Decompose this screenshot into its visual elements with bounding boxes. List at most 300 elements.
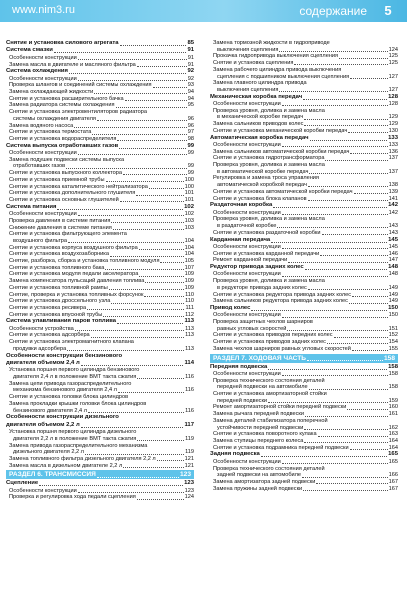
toc-entry-title: Проверка уровня, доливка и замена масла — [213, 107, 325, 114]
toc-entry-page: 129 — [388, 114, 398, 121]
toc-entry-title: Снятие и установка фильтрующего элемента — [9, 231, 127, 238]
dot-leader — [136, 195, 183, 196]
toc-entry — [6, 494, 194, 501]
toc-entry-title: Снятие и установка электровентиляторов радиатора — [9, 109, 148, 116]
toc-entry-page: 154 — [388, 339, 398, 346]
toc-entry-title: Особенности конструкции — [213, 141, 281, 148]
toc-entry-page: 100 — [184, 176, 194, 183]
toc-entry-title: в редукторе привода задних колес — [217, 284, 307, 291]
toc-entry-title: Система смазки — [6, 47, 53, 54]
dot-leader — [106, 181, 184, 182]
toc-entry-title: Передняя подвеска — [210, 363, 268, 370]
toc-entry-page: 127 — [388, 86, 398, 93]
toc-entry-page: 91 — [187, 61, 194, 68]
toc-entry-page: 102 — [184, 211, 194, 218]
toc-entry-page: 137 — [388, 168, 398, 175]
dot-leader — [110, 256, 184, 257]
toc-entry-page: 100 — [184, 183, 194, 190]
dot-leader — [273, 207, 387, 208]
dot-leader — [78, 154, 187, 155]
toc-entry-title: отработавших газов — [13, 163, 66, 170]
toc-entry-title: Установка поршня первого цилиндра бензинового — [9, 367, 140, 374]
toc-entry-title: Замена водяного насоса — [9, 122, 74, 129]
toc-entry — [6, 68, 194, 75]
toc-entry — [6, 136, 194, 143]
toc-entry — [210, 472, 398, 479]
toc-entry-title: Привод колес — [210, 304, 251, 311]
toc-entry — [210, 101, 398, 108]
toc-entry — [6, 414, 194, 421]
toc-entry — [6, 374, 194, 381]
toc-entry-page: 133 — [388, 134, 398, 141]
toc-entry-title: сцепления с подшипником выключения сцепления — [217, 73, 350, 80]
toc-entry-page: 151 — [388, 325, 398, 332]
toc-entry — [6, 292, 194, 299]
dot-leader — [316, 483, 387, 484]
toc-entry-title: Снижение давления в системе питания — [9, 224, 112, 231]
toc-entry-title: Особенности конструкции — [213, 101, 281, 108]
dot-leader — [81, 427, 184, 428]
dot-leader — [75, 330, 184, 331]
toc-entry — [210, 142, 398, 149]
toc-entry-title: Система питания — [6, 203, 57, 210]
toc-entry-title: Автоматическая коробка передач — [210, 134, 309, 141]
dot-leader — [103, 316, 184, 317]
toc-entry — [6, 488, 194, 495]
toc-entry — [210, 162, 398, 169]
toc-entry — [210, 264, 398, 271]
toc-entry-title: Снятие и установка поворотного кулака — [213, 431, 317, 438]
toc-entry — [6, 339, 194, 346]
toc-entry-page: 160 — [388, 404, 398, 411]
toc-entry-title: Снятие и установка блока клапанов — [213, 195, 307, 202]
dot-leader — [307, 360, 383, 361]
toc-entry-page: 110 — [185, 291, 194, 298]
dot-leader — [88, 412, 184, 413]
toc-entry-title: Проверка и регулировка хода педали сцепления — [9, 494, 136, 501]
toc-entry-title: Замена привода газораспределительного механизма — [9, 442, 148, 449]
toc-entry-title: Снятие и установка дополнительного глушителя — [9, 190, 136, 197]
toc-entry-title: Снятие и установка впускной трубы — [9, 311, 103, 318]
toc-entry — [210, 189, 398, 196]
dot-leader — [334, 337, 388, 338]
toc-entry-title: Особенности устройства — [9, 325, 74, 332]
toc-entry — [6, 96, 194, 103]
toc-entry — [6, 456, 194, 463]
toc-entry — [210, 114, 398, 121]
dot-leader — [327, 343, 388, 344]
toc-entry — [6, 40, 194, 47]
toc-entry-page: 149 — [388, 291, 398, 298]
toc-entry-title: Снятие и установка дроссельного узла — [9, 298, 111, 305]
toc-entry — [6, 197, 194, 204]
dot-leader — [91, 337, 184, 338]
toc-entry-page: 101 — [184, 196, 194, 203]
toc-entry-page: 92 — [187, 68, 194, 75]
toc-entry-page: 147 — [388, 257, 398, 264]
toc-entry-page: 101 — [184, 190, 194, 197]
toc-entry-title: Особенности конструкции — [213, 312, 281, 319]
dot-leader — [325, 160, 387, 161]
toc-entry — [210, 479, 398, 486]
toc-entry — [6, 480, 194, 487]
toc-entry-title: Снятие и установка автоматической коробки передач — [213, 188, 353, 195]
toc-entry — [6, 211, 194, 218]
toc-entry-page: 167 — [388, 478, 398, 485]
dot-leader — [308, 289, 388, 290]
toc-entry — [210, 135, 398, 142]
dot-leader — [354, 193, 388, 194]
toc-entry-page: 138 — [388, 182, 398, 189]
toc-entry-page: 148 — [388, 271, 398, 278]
toc-entry — [6, 278, 194, 285]
dot-leader — [350, 449, 388, 450]
toc-entry — [6, 436, 194, 443]
toc-entry — [6, 163, 194, 170]
section-heading — [210, 354, 398, 363]
dot-leader — [271, 242, 387, 243]
dot-leader — [282, 276, 388, 277]
toc-entry-page: 145 — [388, 243, 398, 250]
dot-leader — [339, 58, 388, 59]
toc-entry — [6, 332, 194, 339]
dot-leader — [251, 310, 387, 311]
dot-leader — [302, 477, 388, 478]
toc-entry — [210, 411, 398, 418]
dot-leader — [74, 127, 187, 128]
toc-entry — [210, 169, 398, 176]
toc-entry — [210, 60, 398, 67]
toc-entry — [210, 230, 398, 237]
toc-entry-title: Снятие и установка подрамника передней подвески — [213, 444, 349, 451]
dot-leader — [118, 392, 184, 393]
toc-entry-page: 96 — [187, 115, 194, 122]
dot-leader — [310, 140, 388, 141]
toc-entry — [6, 360, 194, 367]
toc-entry-title: Замена масла в дизельном двигателе 2,2 л — [9, 462, 123, 469]
toc-entry-title: Снятие и установка электромагнитного клапана — [9, 339, 134, 346]
dot-leader — [352, 296, 388, 297]
toc-entry-page: 105 — [184, 258, 194, 265]
dot-leader — [268, 369, 387, 370]
toc-entry-page: 102 — [184, 203, 194, 210]
toc-entry-title: Замена рабочего цилиндра привода выключения — [213, 66, 342, 73]
dot-leader — [78, 59, 187, 60]
toc-entry-title: Снятие и установка сцепления — [213, 60, 294, 67]
dot-leader — [294, 64, 387, 65]
toc-entry-page: 99 — [187, 170, 194, 177]
toc-entry — [6, 129, 194, 136]
toc-entry-title: Особенности конструкции дизельного — [6, 414, 119, 421]
dot-leader — [139, 276, 183, 277]
toc-entry — [210, 292, 398, 299]
toc-entry-title: двигателя объемом 2,2 л — [6, 421, 80, 428]
toc-entry-page: 143 — [388, 223, 398, 230]
toc-entry-title: Снятие и установка воздухозаборника — [9, 251, 109, 258]
dot-leader — [149, 188, 184, 189]
dot-leader — [277, 227, 387, 228]
toc-entry-page: 158 — [388, 384, 398, 391]
toc-entry-page: 113 — [184, 318, 194, 325]
toc-entry — [210, 364, 398, 371]
page-number: 5 — [384, 3, 392, 18]
toc-entry-title: Снятие и установка выпускного коллектора — [9, 170, 122, 177]
toc-entry — [210, 425, 398, 432]
toc-entry — [6, 298, 194, 305]
toc-entry-title: Проверка технического состояния деталей — [213, 465, 325, 472]
toc-entry-title: Замена охлаждающей жидкости — [9, 89, 94, 96]
toc-entry-title: Система выпуска отработавших газов — [6, 142, 119, 149]
toc-entry-title: Замена компенсатора пульсаций давления топлива — [9, 278, 145, 285]
dot-leader — [279, 91, 387, 92]
dot-leader — [308, 200, 388, 201]
toc-entry — [6, 381, 194, 388]
toc-entry-title: Снятие и установка головки блока цилиндров — [9, 394, 129, 401]
dot-leader — [137, 66, 187, 67]
toc-entry-page: 93 — [187, 82, 194, 89]
toc-entry-title: Снятие и установка приемной трубы — [9, 176, 105, 183]
toc-entry-title: Проверка технического состояния деталей — [213, 377, 325, 384]
dot-leader — [288, 262, 387, 263]
toc-entry-title: Снятие и установка ресивера — [9, 304, 87, 311]
toc-entry-page: 159 — [388, 397, 398, 404]
toc-column-left — [6, 40, 194, 501]
toc-entry — [210, 298, 398, 305]
toc-entry-title: в раздаточной коробке — [217, 223, 277, 230]
toc-entry-title: двигателя 2,2 л в положение ВМТ такта сжатия — [13, 435, 137, 442]
toc-entry-page: 113 — [185, 325, 194, 332]
toc-entry — [6, 62, 194, 69]
toc-entry — [210, 128, 398, 135]
toc-entry-title: Особенности конструкции — [9, 150, 77, 157]
toc-entry — [6, 204, 194, 211]
toc-entry — [210, 431, 398, 438]
dot-leader — [87, 309, 184, 310]
toc-entry-title: Снятие и установка расширительного бачка — [9, 95, 124, 102]
toc-entry-title: механизма бензинового двигателя 2,4 л — [13, 387, 117, 394]
section-title: содержание — [299, 4, 367, 18]
toc-entry-title: Снятие и установка основных глушителей — [9, 196, 119, 203]
toc-entry-page: 109 — [184, 271, 194, 278]
toc-entry-page: 130 — [388, 127, 398, 134]
toc-entry — [6, 258, 194, 265]
toc-entry — [6, 190, 194, 197]
toc-entry-title: Редуктор привода задних колес — [210, 264, 304, 271]
toc-entry — [6, 429, 194, 436]
toc-entry-page: 117 — [184, 421, 194, 428]
toc-entry — [210, 332, 398, 339]
toc-entry — [210, 67, 398, 74]
toc-entry — [6, 265, 194, 272]
toc-entry — [210, 257, 398, 264]
dot-leader — [68, 242, 184, 243]
toc-entry-title: Ремонт амортизаторной стойки передней подвески — [213, 404, 347, 411]
toc-entry — [6, 401, 194, 408]
section-heading — [6, 470, 194, 479]
toc-entry-title: Снятие, разборка, сборка и установка топливного модуля — [9, 258, 160, 265]
dot-leader — [137, 378, 184, 379]
dot-leader — [282, 463, 388, 464]
dot-leader — [85, 454, 184, 455]
toc-entry-title: Снятие, проверка и установка топливных форсунок — [9, 291, 144, 298]
toc-entry — [210, 486, 398, 493]
toc-entry — [210, 319, 398, 326]
toc-entry-title: Снятие и установка приводов передних колес — [213, 332, 333, 339]
toc-entry-title: Проверка защитных чехлов шарниров — [213, 319, 313, 326]
toc-entry — [6, 143, 194, 150]
dot-leader — [305, 416, 388, 417]
toc-entry — [6, 177, 194, 184]
toc-entry-title: Задняя подвеска — [210, 451, 260, 458]
toc-entry-title: Замена ступицы переднего колеса — [213, 438, 304, 444]
toc-entry-title: Особенности конструкции — [9, 75, 77, 82]
toc-entry — [210, 182, 398, 189]
dot-leader — [66, 168, 187, 169]
toc-entry-page: 119 — [185, 449, 194, 456]
toc-entry — [210, 155, 398, 162]
toc-entry-page: 158 — [388, 370, 398, 377]
toc-entry-page: 116 — [185, 374, 194, 381]
toc-entry-title: Замена сальников редуктора привода задних колес — [213, 298, 348, 305]
toc-entry — [6, 251, 194, 258]
toc-entry-page: 150 — [388, 312, 398, 319]
dot-leader — [78, 492, 184, 493]
toc-entry — [210, 223, 398, 230]
toc-entry-page: 99 — [187, 150, 194, 157]
toc-entry-title: Снятие и установка амортизаторной стойки — [213, 391, 327, 398]
page-header — [0, 0, 407, 22]
toc-entry-title: дизельного двигателя 2,2 л — [13, 449, 84, 456]
toc-entry-title: Система улавливания паров топлива — [6, 318, 117, 325]
toc-entry-page: 166 — [388, 472, 398, 479]
dot-leader — [109, 289, 184, 290]
dot-leader — [282, 248, 388, 249]
toc-entry-page: 91 — [187, 47, 194, 54]
toc-entry-title: выключения сцепления — [217, 46, 279, 53]
toc-entry — [210, 391, 398, 398]
toc-entry-page: 149 — [388, 298, 398, 305]
toc-entry — [210, 40, 398, 47]
dot-leader — [119, 148, 186, 149]
toc-entry-title: системы охлаждения двигателя — [13, 115, 96, 122]
toc-entry-title: Ремонт карданной передачи — [213, 257, 288, 264]
toc-entry-page: 104 — [184, 251, 194, 258]
dot-leader — [352, 350, 388, 351]
toc-entry-page: 119 — [185, 435, 194, 442]
toc-entry — [210, 271, 398, 278]
toc-entry-title: РАЗДЕЛ 6. ТРАНСМИССИЯ — [9, 471, 96, 479]
toc-entry-page: 121 — [184, 455, 194, 462]
toc-entry — [6, 89, 194, 96]
toc-entry-page: 125 — [388, 60, 398, 67]
toc-entry — [6, 346, 194, 353]
toc-entry-title: Замена сальников приводов колес — [213, 121, 304, 128]
toc-entry-page: 125 — [388, 53, 398, 60]
toc-entry-title: Сцепление — [6, 480, 39, 487]
toc-entry-page: 91 — [187, 54, 194, 61]
toc-entry-page: 112 — [185, 311, 194, 318]
toc-entry — [210, 346, 398, 353]
toc-entry-page: 129 — [388, 121, 398, 128]
toc-entry — [210, 121, 398, 128]
toc-entry-page: 123 — [179, 471, 191, 479]
toc-entry-page: 116 — [185, 407, 194, 414]
toc-entry — [6, 47, 194, 54]
toc-entry — [6, 55, 194, 62]
toc-entry — [6, 231, 194, 238]
toc-entry-title: Снятие и установка редуктора привода задних колес — [213, 291, 352, 298]
toc-entry-page: 149 — [388, 284, 398, 291]
toc-entry-page: 107 — [184, 264, 194, 271]
toc-entry — [6, 245, 194, 252]
toc-entry-title: автоматической коробкой передач — [217, 182, 307, 189]
dot-leader — [153, 87, 187, 88]
toc-entry-title: Особенности конструкции — [213, 370, 281, 377]
toc-entry — [210, 305, 398, 312]
dot-leader — [125, 100, 187, 101]
toc-entry-page: 164 — [388, 438, 398, 444]
dot-leader — [309, 389, 388, 390]
toc-entry — [210, 459, 398, 466]
dot-leader — [160, 262, 183, 263]
toc-entry-page: 165 — [388, 451, 398, 458]
toc-entry-title: двигателя объемом 2,4 л — [6, 359, 80, 366]
toc-entry-page: 111 — [185, 304, 194, 311]
dot-leader — [67, 350, 184, 351]
toc-entry — [6, 367, 194, 374]
dot-leader — [303, 99, 387, 100]
toc-entry-title: Особенности конструкции — [9, 487, 77, 494]
toc-entry-page: 109 — [184, 284, 194, 291]
toc-entry — [6, 422, 194, 429]
toc-entry-page: 158 — [388, 363, 398, 370]
toc-entry-title: устойчивости передней подвески — [217, 424, 304, 431]
toc-entry — [6, 449, 194, 456]
toc-entry — [210, 244, 398, 251]
toc-entry-page: 110 — [185, 298, 194, 305]
toc-entry — [210, 94, 398, 101]
toc-entry-title: Замена пружины задней подвески — [213, 485, 303, 492]
dot-leader — [78, 215, 184, 216]
toc-entry-page: 165 — [388, 458, 398, 465]
dot-leader — [120, 45, 187, 46]
toc-entry — [6, 184, 194, 191]
toc-column-right — [210, 40, 398, 492]
dot-leader — [322, 234, 388, 235]
toc-entry — [6, 387, 194, 394]
toc-entry-title: выключения сцепления — [217, 86, 279, 93]
dot-leader — [97, 120, 187, 121]
dot-leader — [137, 440, 184, 441]
toc-entry-page: 143 — [388, 229, 398, 236]
toc-entry — [6, 305, 194, 312]
toc-entry-page: 94 — [187, 95, 194, 102]
toc-entry-page: 162 — [388, 424, 398, 431]
toc-entry-title: Замена подушек подвески системы выпуска — [9, 156, 125, 163]
toc-entry-page: 92 — [187, 75, 194, 82]
dot-leader — [111, 303, 184, 304]
toc-entry — [6, 102, 194, 109]
dot-leader — [303, 490, 388, 491]
toc-entry-page: 161 — [388, 411, 398, 418]
toc-entry-title: Замена радиатора системы охлаждения — [9, 102, 115, 109]
toc-entry — [210, 74, 398, 81]
toc-entry-title: Прокачка гидропривода выключения сцепления — [213, 53, 339, 60]
toc-entry-page: 164 — [388, 444, 398, 451]
toc-entry-title: Механическая коробка передач — [210, 93, 303, 100]
toc-entry-title: Особенности конструкции бензинового — [6, 352, 123, 359]
toc-entry-page: 96 — [187, 122, 194, 129]
